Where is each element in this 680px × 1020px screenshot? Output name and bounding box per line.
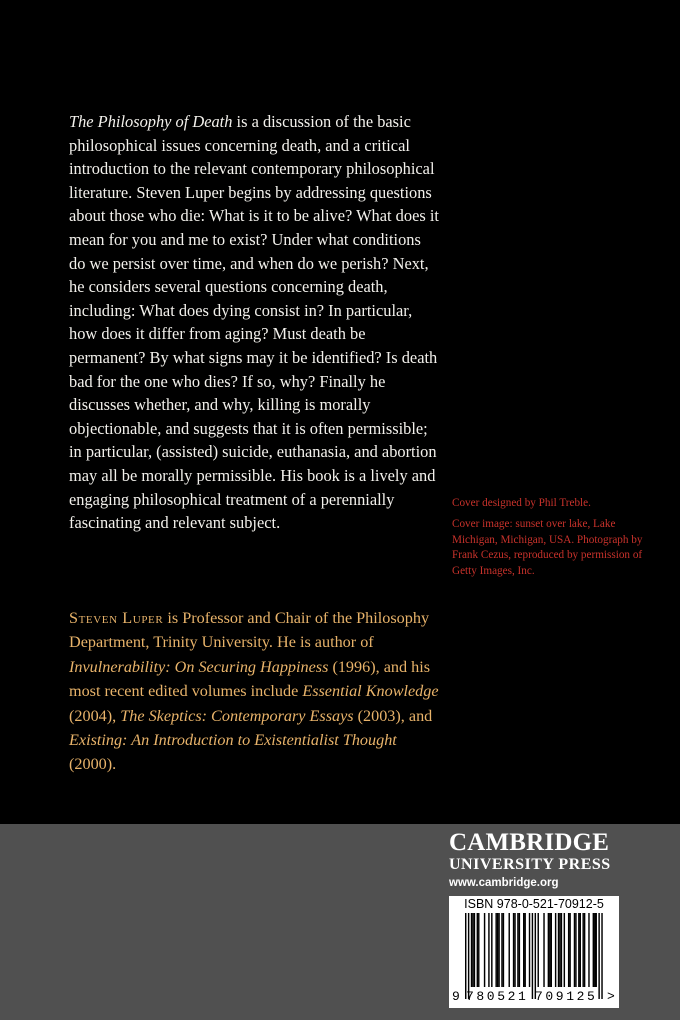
- barcode-bar: [596, 913, 597, 987]
- barcode-bar: [584, 913, 585, 987]
- barcode-bar: [535, 913, 536, 999]
- barcode-bar: [548, 913, 549, 987]
- barcode-bar: [488, 913, 489, 987]
- barcode-bar: [593, 913, 594, 987]
- barcode-bar: [551, 913, 552, 987]
- publisher-footer: [0, 824, 680, 1020]
- bio-text-5: (2000).: [69, 755, 117, 774]
- barcode-bar: [478, 913, 479, 987]
- barcode-bar: [514, 913, 515, 987]
- barcode-bar: [495, 913, 496, 987]
- barcode-bar: [465, 913, 466, 999]
- barcode-bar: [559, 913, 560, 987]
- barcode-bar: [580, 913, 581, 987]
- barcode-bar: [582, 913, 583, 987]
- barcode-right-digits: 709125: [535, 989, 598, 1004]
- book-description: [69, 110, 441, 535]
- barcode-bar: [498, 913, 499, 987]
- barcode-bar: [538, 913, 539, 987]
- barcode-bar: [594, 913, 595, 987]
- barcode-bar: [555, 913, 556, 987]
- barcode-bar: [598, 913, 599, 999]
- barcode-bar: [529, 913, 530, 987]
- barcode-bar: [509, 913, 510, 987]
- designer-credit: Cover designed by Phil Treble.: [452, 497, 591, 509]
- barcode-bar: [564, 913, 565, 987]
- book-invulnerability: Invulnerability: On Securing Happiness: [69, 657, 329, 676]
- barcode-bar: [497, 913, 498, 987]
- barcode-box: [449, 896, 619, 1008]
- barcode-bar: [519, 913, 520, 987]
- bio-text-1: is Professor and Chair of the Philosophy Department, Trinity University. He is author of: [69, 609, 430, 652]
- barcode-bar: [517, 913, 518, 987]
- barcode-bar: [574, 913, 575, 987]
- book-title: The Philosophy of Death: [69, 112, 233, 131]
- bio-text-2: (1996), and his most recent edited volumes include: [69, 657, 431, 701]
- barcode-bar: [501, 913, 502, 987]
- barcode-bar: [549, 913, 550, 987]
- barcode-bar: [477, 913, 478, 987]
- publisher-subtitle: UNIVERSITY PRESS: [449, 856, 611, 873]
- barcode-bar: [575, 913, 576, 987]
- barcode-bar: [568, 913, 569, 987]
- cover-credits: [452, 496, 652, 585]
- barcode-bar: [491, 913, 492, 987]
- image-credit: Cover image: sunset over lake, Lake Michigan, Michigan, USA. Photograph by Frank Cezus, reproduced by permission of Getty Images, Inc.: [452, 518, 643, 577]
- book-existing: Existing: An Introduction to Existentialist Thought: [69, 731, 397, 750]
- barcode-bar: [588, 913, 589, 987]
- barcode-bar: [468, 913, 469, 999]
- author-bio: [69, 606, 441, 777]
- publisher-url: www.cambridge.org: [449, 877, 559, 889]
- description-text: is a discussion of the basic philosophical issues concerning death, and a critical introduction to the relevant contemporary philosophical literature. Steven Luper begins by addressing questions about those who die: What is it to be alive? What does it mean for you and me to exist? Under what conditions do we persist over time, and when do we perish? Next, he considers several questions concerning death, including: What does dying consist in? In particular, how does it differ from aging? Must death be permanent? By what signs may it be identified? Is death bad for the one who dies? If so, why? Finally he discusses whether, and why, killing is morally objectionable, and suggests that it is often permissible; in particular, (assisted) suicide, euthanasia, and abortion may all be morally permissible. His book is a lively and engaging philosophical treatment of a perennially fascinating and relevant subject.: [69, 112, 439, 533]
- author-bio-paragraph: [69, 606, 441, 777]
- barcode-arrow: >: [607, 989, 615, 1004]
- book-the-skeptics: The Skeptics: Contemporary Essays: [120, 706, 354, 725]
- barcode-left-digits: 780521: [466, 989, 529, 1004]
- barcode-bar: [569, 913, 570, 987]
- barcode-bar: [578, 913, 579, 987]
- author-name: Steven Luper: [69, 609, 164, 627]
- barcode-bar: [523, 913, 524, 987]
- barcode-bar: [474, 913, 475, 987]
- barcode-bar: [484, 913, 485, 987]
- publisher-logo: [449, 830, 619, 890]
- barcode-bar: [513, 913, 514, 987]
- barcode-bar: [524, 913, 525, 987]
- description-paragraph: [69, 110, 441, 535]
- barcode-bar: [561, 913, 562, 987]
- bio-text-4: (2003), and: [353, 706, 433, 725]
- bio-text-3: (2004),: [69, 706, 121, 725]
- barcode-bar: [472, 913, 473, 987]
- barcode-bar: [543, 913, 544, 987]
- book-essential-knowledge: Essential Knowledge: [302, 682, 439, 701]
- barcode-bar: [601, 913, 602, 999]
- barcode-bar: [558, 913, 559, 987]
- publisher-name: CAMBRIDGE: [449, 829, 610, 856]
- isbn-label: ISBN 978-0-521-70912-5: [464, 897, 604, 911]
- barcode-bar: [532, 913, 533, 999]
- barcode-image: [457, 913, 611, 1001]
- barcode-bar: [503, 913, 504, 987]
- barcode-first-digit: 9: [452, 989, 460, 1004]
- barcode-bar: [471, 913, 472, 987]
